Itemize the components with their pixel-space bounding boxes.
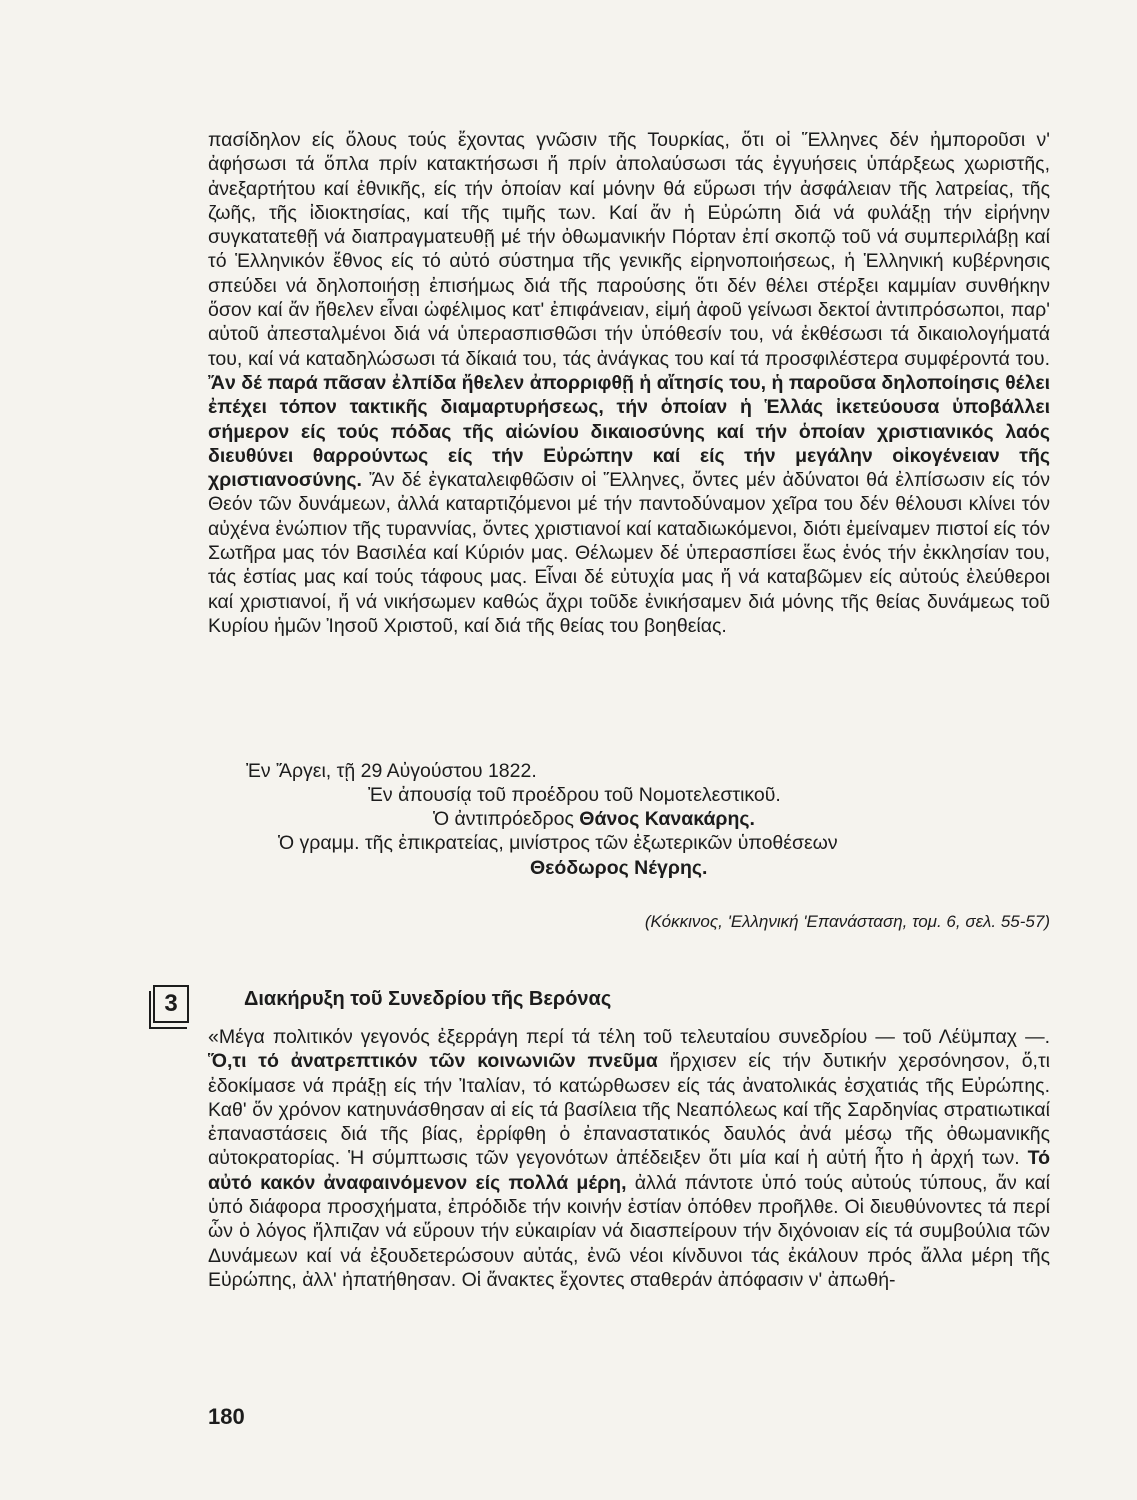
- paragraph-text: «Μέγα πολιτικόν γεγονός ἐξερράγη περί τά τέλη τοῦ τελευταίου συνεδρίου — τοῦ Λέϋμπαχ —.: [208, 1026, 1050, 1048]
- section-number: 3: [164, 990, 178, 1017]
- vice-president-name: Θάνος Κανακάρης.: [579, 808, 755, 830]
- paragraph-text: Ἄν δέ ἐγκαταλειφθῶσιν οἱ Ἕλληνες, ὄντες μέν ἀδύνατοι θά ἐλπίσωσιν είς τόν Θεόν τῶν δυνάμεων, ἀλλά καταρτιζόμενοι μέ τήν παντοδύναμον χεῖρα του δέν θέλουσι κλίνει τόν αὐχένα ἐνώπιον τῆς τυραννίας, ὄντες χριστιανοί καί καταδιωκόμενοι, διότι ἐμείναμεν πιστοί είς τόν Σωτῆρα μας τόν Βασιλέα καί Κύριόν μας. Θέλωμεν δέ ὑπερασπίσει ἕως ἑνός τήν ἐκκλησίαν του, τάς ἑστίας μας καί τούς τάφους μας. Εἶναι δέ εὐτυχία μας ἤ νά καταβῶμεν είς αὐτούς ἐλεύθεροι καί χριστιανοί, ἤ νά νικήσωμεν καθώς ἄχρι τοῦδε ἐνικήσαμεν διά μόνης τῆς θείας δυνάμεως τοῦ Κυρίου ἡμῶν Ἰησοῦ Χριστοῦ, καί διά τῆς θείας του βοηθείας.: [208, 469, 1050, 637]
- absence-line: Ἐν ἀπουσίᾳ τοῦ προέδρου τοῦ Νομοτελεστικοῦ.: [368, 784, 781, 806]
- secretary-line: Ὁ γραμμ. τῆς ἐπικρατείας, μινίστρος τῶν ἐξωτερικῶν ὑποθέσεων: [278, 832, 838, 854]
- vice-president-title: Ὁ ἀντιπρόεδρος: [433, 808, 580, 830]
- bold-passage: Ὅ,τι τό ἀνατρεπτικόν τῶν κοινωνιῶν πνεῦμα: [208, 1050, 658, 1073]
- section1-paragraph: [208, 128, 1050, 638]
- paragraph-text: ἀλλά πάντοτε ὑπό τούς αὐτούς τύπους, ἄν καί ὑπό διάφορα προσχήματα, ἐπρόδιδε τήν κοινήν ἑστίαν ὁπόθεν προῆλθε. Οἱ διευθύνοντες τά περί ὧν ὁ λόγος ἤλπιζαν νά εὕρουν τήν εὐκαιρίαν νά διασπείρουν τήν διχόνοιαν είς τά συμβούλια τῶν Δυνάμεων καί νά ἐξουδετερώσουν αὐτάς, ἐνῶ νέοι κίνδυνοι τάς ἐκάλουν πρός ἄλλα μέρη τῆς Εὐρώπης, ἀλλ' ἠπατήθησαν. Οἱ ἄνακτες ἔχοντες σταθεράν ἀπόφασιν ν' ἀπωθή-: [208, 1171, 1051, 1291]
- paragraph-text: πασίδηλον είς ὅλους τούς ἔχοντας γνῶσιν τῆς Τουρκίας, ὅτι οἱ Ἕλληνες δέν ἠμποροῦσι ν' ἀφήσωσι τά ὅπλα πρίν κατακτήσωσι ἤ πρίν ἀπολαύσωσι τάς ἐγγυήσεις ὑπάρξεως χωριστῆς, ἀνεξαρτήτου καί ἐθνικῆς, είς τήν ὁποίαν καί μόνην θά εὕρωσι τήν ἀσφάλειαν τῆς λατρείας, τῆς ζωῆς, τῆς ἰδιοκτησίας, καί τῆς τιμῆς των. Καί ἄν ἡ Εὐρώπη διά νά φυλάξῃ τήν εἰρήνην συγκατατεθῇ νά διαπραγματευθῇ μέ τήν ὀθωμανικήν Πόρταν ἐπί σκοπῷ τοῦ νά συμπεριλάβῃ καί τό Ἑλληνικόν ἔθνος είς τό αὐτό σύστημα τῆς γενικῆς εἰρηνοποιήσεως, ἡ Ἑλληνική κυβέρνησις σπεύδει νά δηλοποιήσῃ ἐπισήμως διά τῆς παρούσης ὅτι δέν θέλει στέρξει καμμίαν συνθήκην ὅσον καί ἄν ἤθελεν εἶναι ὠφέλιμος κατ' ἐπιφάνειαν, εἰμή ἀφοῦ γείνωσι δεκτοί ἀντιπρόσωποι, παρ' αὐτοῦ ἀπεσταλμένοι διά νά ὑπερασπισθῶσι τήν ὑπόθεσίν του, νά ἐκθέσωσι τά δικαιολογήματά του, καί νά καταδηλώσωσι τά δίκαιά του, τάς ἀνάγκας του καί τά προσφιλέστερα συμφέροντά του.: [208, 129, 1050, 370]
- page-number: 180: [208, 1404, 245, 1429]
- section2-body: [208, 1025, 1050, 1292]
- section1-body: [208, 128, 1050, 638]
- date-line: Ἐν Ἄργει, τῇ 29 Αὐγούστου 1822.: [246, 760, 537, 782]
- paragraph-text: ἤρχισεν είς τήν δυτικήν χερσόνησον, ὅ,τι ἐδοκίμασε νά πράξῃ είς τήν Ἰταλίαν, τό κατώρθωσεν είς τάς ἀνατολικάς ἐσχατιάς τῆς Εὐρώπης. Καθ' ὅν χρόνον κατηυνάσθησαν αἱ είς τά βασίλεια τῆς Νεαπόλεως καί τῆς Σαρδηνίας στρατιωτικαί ἐπαναστάσεις διά τῆς βίας, ἐρρίφθη ὁ ἐπαναστατικός δαυλός ἀνά μέσῳ τῆς ὀθωμανικῆς αὐτοκρατορίας. Ἡ σύμπτωσις τῶν γεγονότων ἀπέδειξεν ὅτι μία καί ἡ αὐτή ἦτο ἡ ἀρχή των.: [208, 1050, 1050, 1170]
- section-number-box: [153, 985, 189, 1023]
- vice-president-line: [208, 807, 1137, 831]
- bold-passage: Ἄν δέ παρά πᾶσαν ἐλπίδα ἤθελεν ἀπορριφθῇ ἡ αἴτησίς του, ἡ παροῦσα δηλοποίησις θέλει ἐπέχει τόπον τακτικῆς διαμαρτυρήσεως, τήν ὁποίαν ἡ Ἑλλάς ἰκετεύουσα ὑποβάλλει σήμερον είς τούς πόδας τῆς αἰώνίου δικαιοσύνης καί τήν ὁποίαν χριστιανικός λαός διευθύνει θαρρούντως είς τήν Εὐρώπην καί είς τήν μεγάλην οἰκογένειαν τῆς χριστιανοσύνης.: [208, 371, 1050, 492]
- source-citation: (Κόκκινος, 'Ελληνική 'Επανάσταση, τομ. 6, σελ. 55-57): [644, 912, 1050, 931]
- secretary-name: Θεόδωρος Νέγρης.: [530, 857, 708, 879]
- section-title: Διακήρυξη τοῦ Συνεδρίου τῆς Βερόνας: [244, 988, 612, 1010]
- bold-passage: Τό αὐτό κακόν ἀναφαινόμενον είς πολλά μέρη,: [208, 1147, 1050, 1194]
- section2-paragraph: [208, 1025, 1050, 1292]
